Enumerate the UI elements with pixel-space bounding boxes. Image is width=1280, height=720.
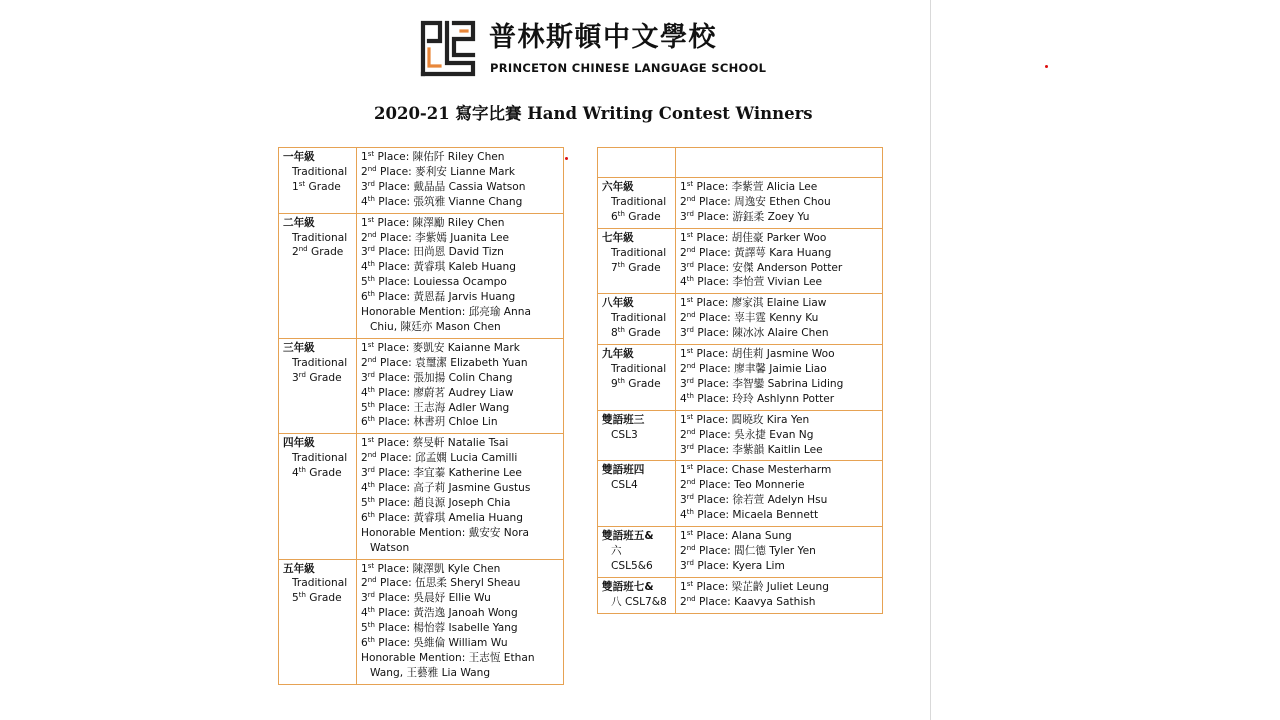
grade-subtitle: 9th Grade xyxy=(611,376,661,390)
red-dot-mark xyxy=(1045,65,1048,68)
grade-name: 七年級 xyxy=(602,231,634,244)
winner-entry: 1st Place: 李紫萱 Alicia Lee xyxy=(680,180,818,193)
winner-entry: 2nd Place: 吳永捷 Evan Ng xyxy=(680,427,814,441)
grade-subtitle: 8th Grade xyxy=(611,326,661,340)
grade-name: 一年級 xyxy=(283,151,315,163)
winner-entry: 3rd Place: 徐若萱 Adelyn Hsu xyxy=(680,493,828,507)
winner-entry: 2nd Place: 李紫嫣 Juanita Lee xyxy=(361,230,510,244)
slide-edge-divider xyxy=(930,0,931,720)
winners-table-left xyxy=(278,147,564,685)
winner-entry: 4th Place: Micaela Bennett xyxy=(680,508,819,522)
grade-subtitle: 2nd Grade xyxy=(292,245,344,259)
winners-cell xyxy=(357,213,564,338)
grade-cell xyxy=(598,228,676,294)
winners-cell xyxy=(676,527,883,578)
grade-cell xyxy=(598,577,676,613)
winner-entry: 6th Place: 黃恩磊 Jarvis Huang xyxy=(361,290,516,304)
winner-entry: 4th Place: 張筑雅 Vianne Chang xyxy=(361,194,523,208)
grade-row xyxy=(598,148,883,178)
grade-subtitle: 5th Grade xyxy=(292,591,342,605)
winner-entry: 5th Place: Louiessa Ocampo xyxy=(361,275,507,289)
winner-entry: 1st Place: 閻曉玫 Kira Yen xyxy=(680,412,810,426)
grade-cell xyxy=(598,148,676,178)
winner-entry: 1st Place: 蔡旻軒 Natalie Tsai xyxy=(361,436,509,450)
school-logo-icon xyxy=(420,19,476,77)
grade-subtitle: 6th Grade xyxy=(611,209,661,223)
grade-row xyxy=(279,338,564,433)
winner-entry: 4th Place: 廖蔚茗 Audrey Liaw xyxy=(361,385,514,399)
grade-name: 九年級 xyxy=(602,348,634,361)
winner-entry: 1st Place: 麥凱安 Kaianne Mark xyxy=(361,340,520,354)
grade-subtitle: CSL3 xyxy=(611,428,638,441)
winners-cell xyxy=(676,577,883,613)
grade-cell xyxy=(279,559,357,684)
winner-entry: 3rd Place: 李紫韻 Kaitlin Lee xyxy=(680,442,823,456)
grade-name: 雙語班四 xyxy=(602,464,645,477)
winners-cell xyxy=(357,148,564,214)
winner-entry: Chiu, 陳廷亦 Mason Chen xyxy=(370,320,501,333)
grade-row xyxy=(598,410,883,461)
winner-entry: Wang, 王藝雅 Lia Wang xyxy=(370,666,491,679)
grade-subtitle: 1st Grade xyxy=(292,179,341,193)
grade-subtitle: 六 xyxy=(611,544,622,557)
winner-entry: Honorable Mention: 邱亮瑜 Anna xyxy=(361,306,531,319)
document-title: 2020-21 寫字比賽 Hand Writing Contest Winners xyxy=(374,104,813,123)
winner-entry: 2nd Place: 麥利安 Lianne Mark xyxy=(361,164,516,178)
winner-entry: 3rd Place: 吳晨妤 Ellie Wu xyxy=(361,591,491,605)
winner-entry: 6th Place: 黃睿琪 Amelia Huang xyxy=(361,510,523,524)
grade-row xyxy=(598,577,883,613)
winner-entry: 2nd Place: 廖聿馨 Jaimie Liao xyxy=(680,361,827,375)
winner-entry: 3rd Place: 田尚恩 David Tizn xyxy=(361,245,504,259)
winner-entry: 1st Place: Chase Mesterharm xyxy=(680,463,832,477)
winner-entry: 2nd Place: Teo Monnerie xyxy=(680,478,805,492)
grade-name: 五年級 xyxy=(283,562,315,575)
grade-name: 雙語班三 xyxy=(602,413,645,426)
winners-cell xyxy=(357,559,564,684)
winner-entry: 3rd Place: 安傑 Anderson Potter xyxy=(680,260,843,274)
winner-entry: 4th Place: 李怡萱 Vivian Lee xyxy=(680,275,823,289)
grade-subtitle: CSL5&6 xyxy=(611,559,653,572)
winner-entry: 2nd Place: Kaavya Sathish xyxy=(680,594,816,608)
winner-entry: 4th Place: 高子莉 Jasmine Gustus xyxy=(361,481,531,495)
winner-entry: 2nd Place: 周逸安 Ethen Chou xyxy=(680,194,831,208)
winner-entry: 2nd Place: 袁璽潔 Elizabeth Yuan xyxy=(361,355,528,369)
grade-subtitle: 4th Grade xyxy=(292,466,342,480)
grade-row xyxy=(279,559,564,684)
winner-entry: 1st Place: 胡佳豪 Parker Woo xyxy=(680,230,827,244)
grade-row xyxy=(598,294,883,345)
winners-cell xyxy=(676,228,883,294)
grade-name: 六年級 xyxy=(602,181,634,193)
winner-entry: 3rd Place: Kyera Lim xyxy=(680,558,785,572)
grade-subtitle: Traditional xyxy=(292,452,348,465)
winner-entry: 3rd Place: 張加揚 Colin Chang xyxy=(361,370,513,384)
winner-entry: Honorable Mention: 王志恆 Ethan xyxy=(361,652,535,664)
winner-entry: 6th Place: 吳維倫 William Wu xyxy=(361,636,508,650)
winner-entry: 6th Place: 林書玥 Chloe Lin xyxy=(361,415,498,429)
winner-entry: 3rd Place: 陳冰冰 Alaire Chen xyxy=(680,326,829,340)
school-name-chinese: 普林斯頓中文學校 xyxy=(489,22,717,53)
winners-cell xyxy=(357,338,564,433)
winners-cell xyxy=(676,461,883,527)
winner-entry: 4th Place: 玲玲 Ashlynn Potter xyxy=(680,391,835,405)
grade-name: 八年級 xyxy=(602,297,634,310)
grade-row xyxy=(598,461,883,527)
grade-row xyxy=(279,148,564,214)
grade-cell xyxy=(598,345,676,411)
grade-row xyxy=(598,228,883,294)
grade-cell xyxy=(598,410,676,461)
grade-subtitle: Traditional xyxy=(292,577,348,590)
winners-cell xyxy=(357,434,564,559)
grade-name: 三年級 xyxy=(283,341,315,354)
winner-entry: 4th Place: 黃浩逸 Janoah Wong xyxy=(361,606,518,620)
winner-entry: 5th Place: 趙良源 Joseph Chia xyxy=(361,495,511,509)
grade-cell xyxy=(279,434,357,559)
winner-entry: 3rd Place: 李宜蓁 Katherine Lee xyxy=(361,466,522,480)
grade-row xyxy=(598,178,883,229)
winner-entry: 1st Place: Alana Sung xyxy=(680,529,792,543)
grade-subtitle: Traditional xyxy=(611,195,667,208)
grade-cell xyxy=(598,461,676,527)
winners-cell xyxy=(676,294,883,345)
grade-cell xyxy=(279,148,357,214)
grade-name: 雙語班五& xyxy=(602,530,654,543)
winners-cell xyxy=(676,178,883,229)
grade-subtitle: 3rd Grade xyxy=(292,370,342,384)
grade-cell xyxy=(279,338,357,433)
winner-entry: 2nd Place: 邱孟嫻 Lucia Camilli xyxy=(361,451,518,465)
winner-entry: 3rd Place: 戴晶晶 Cassia Watson xyxy=(361,179,526,193)
grade-name: 四年級 xyxy=(283,437,315,450)
winner-entry: 2nd Place: 黃譯萼 Kara Huang xyxy=(680,245,832,259)
winner-entry: 1st Place: 梁芷齡 Juliet Leung xyxy=(680,579,829,593)
grade-subtitle: CSL4 xyxy=(611,479,638,492)
grade-subtitle: 7th Grade xyxy=(611,260,661,274)
winner-entry: 1st Place: 陳澤凱 Kyle Chen xyxy=(361,561,501,575)
winners-table-right xyxy=(597,147,883,614)
winner-entry: 2nd Place: 閻仁德 Tyler Yen xyxy=(680,543,816,557)
winner-entry: 5th Place: 王志海 Adler Wang xyxy=(361,400,510,414)
grade-row xyxy=(279,213,564,338)
grade-subtitle: 八 CSL7&8 xyxy=(611,595,667,608)
winner-entry: 5th Place: 楊怡蓉 Isabelle Yang xyxy=(361,621,518,635)
grade-subtitle: Traditional xyxy=(292,356,348,369)
winners-cell xyxy=(676,148,883,178)
grade-subtitle: Traditional xyxy=(611,362,667,375)
winner-entry: 3rd Place: 李智鑾 Sabrina Liding xyxy=(680,376,844,390)
grade-subtitle: Traditional xyxy=(292,231,348,244)
winner-entry: 1st Place: 胡佳莉 Jasmine Woo xyxy=(680,347,835,361)
winner-entry: 4th Place: 黃睿琪 Kaleb Huang xyxy=(361,260,516,274)
grade-subtitle: Traditional xyxy=(292,165,348,178)
grade-cell xyxy=(598,178,676,229)
grade-cell xyxy=(598,527,676,578)
grade-row xyxy=(598,527,883,578)
grade-name: 雙語班七& xyxy=(602,580,654,593)
grade-row xyxy=(279,434,564,559)
school-name-english: PRINCETON CHINESE LANGUAGE SCHOOL xyxy=(490,61,767,75)
winner-entry: 2nd Place: 辜丰霆 Kenny Ku xyxy=(680,311,819,325)
grade-row xyxy=(598,345,883,411)
winners-cell xyxy=(676,410,883,461)
grade-subtitle: Traditional xyxy=(611,312,667,325)
winner-entry: 1st Place: 陳佑阡 Riley Chen xyxy=(361,150,505,163)
winners-cell xyxy=(676,345,883,411)
red-dot-mark xyxy=(565,157,568,160)
grade-subtitle: Traditional xyxy=(611,246,667,259)
grade-cell xyxy=(279,213,357,338)
winner-entry: 1st Place: 廖家淇 Elaine Liaw xyxy=(680,296,827,310)
grade-cell xyxy=(598,294,676,345)
winner-entry: Watson xyxy=(370,541,410,554)
winner-entry: 1st Place: 陳澤勵 Riley Chen xyxy=(361,215,505,229)
grade-name: 二年級 xyxy=(283,216,315,229)
winner-entry: 3rd Place: 游鈺柔 Zoey Yu xyxy=(680,209,810,223)
winner-entry: Honorable Mention: 戴安安 Nora xyxy=(361,526,530,539)
winner-entry: 2nd Place: 伍思柔 Sheryl Sheau xyxy=(361,576,521,590)
